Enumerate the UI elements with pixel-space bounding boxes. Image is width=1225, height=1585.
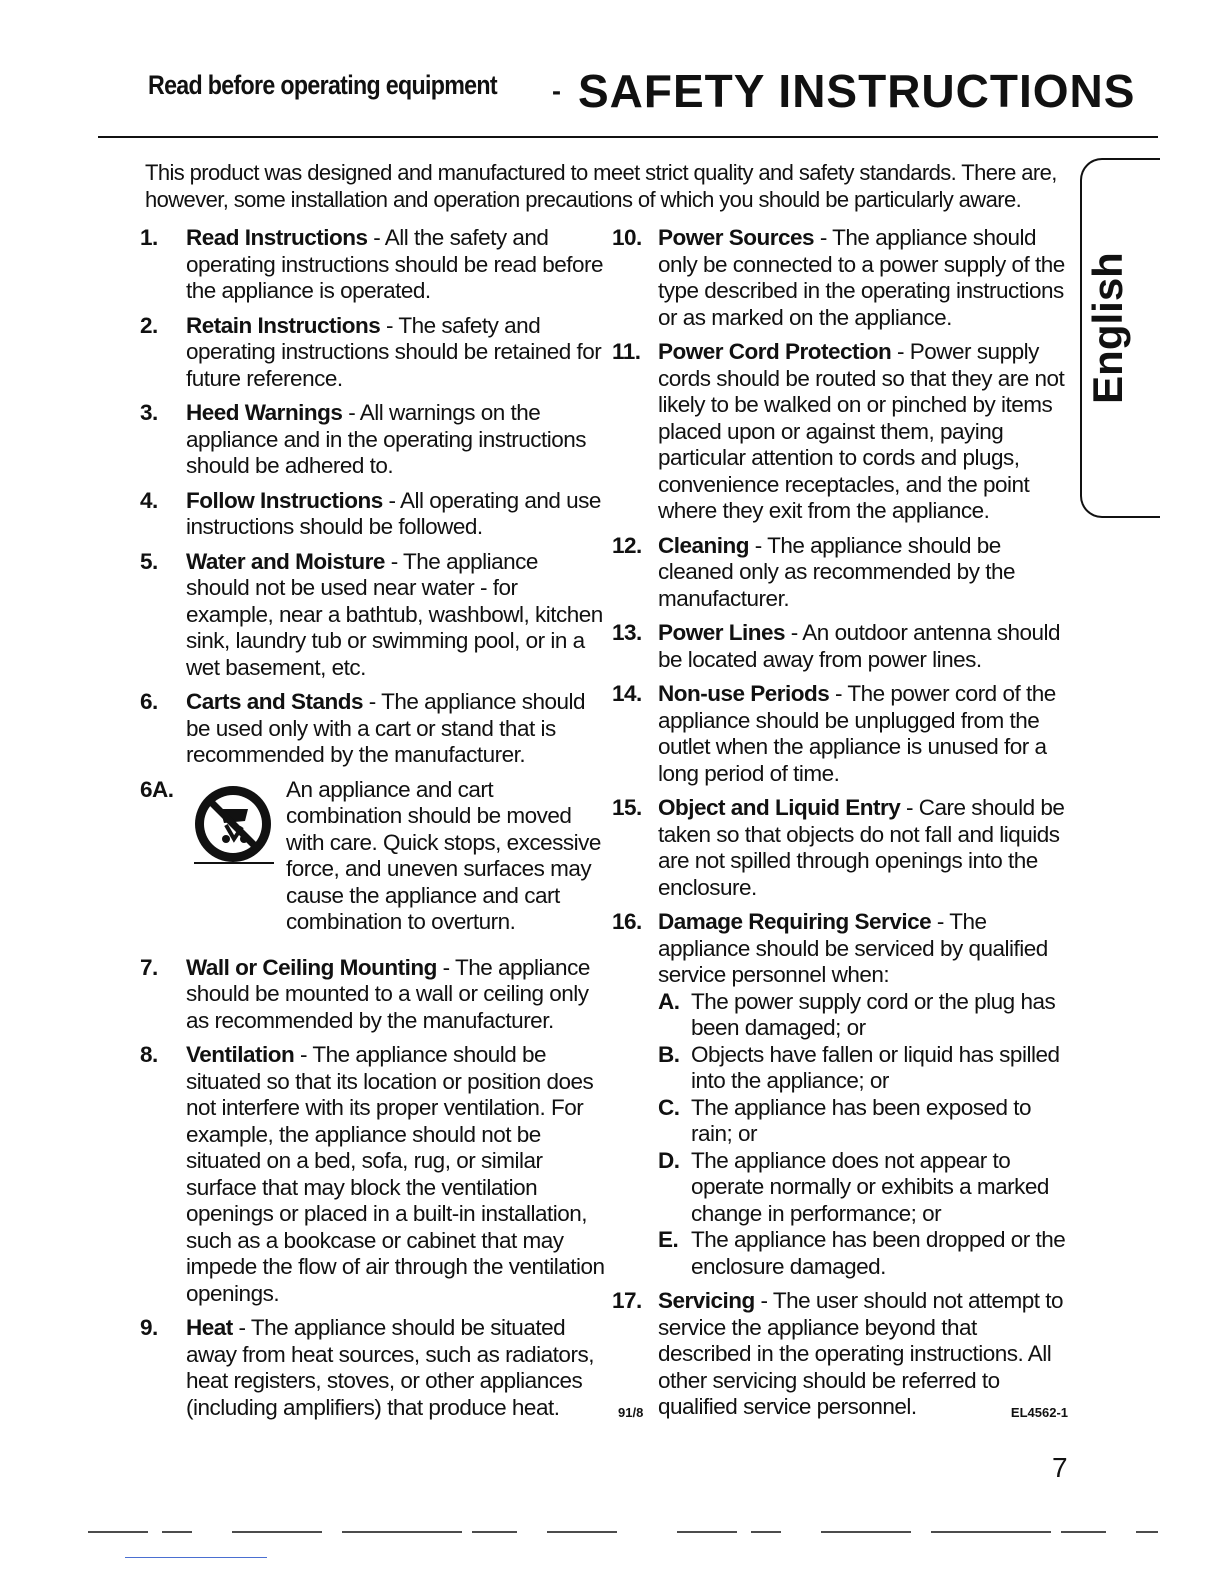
header-rule	[98, 136, 1158, 138]
instruction-item-7: 7. Wall or Ceiling Mounting - The appliance should be mounted to a wall or ceiling only as recommended by the manufacturer.	[140, 954, 590, 1033]
instruction-item-17: 17. Servicing - The user should not attempt to service the appliance beyond that described in the operating instructions. All other servicing should be referred to qualified service personnel.	[612, 1288, 1064, 1419]
service-condition-c: C. The appliance has been exposed to rain; or	[658, 1094, 1032, 1146]
service-condition-e: E. The appliance has been dropped or the enclosure damaged.	[658, 1227, 1066, 1279]
instruction-item-16: 16. Damage Requiring Service - The appliance should be serviced by qualified service personnel when: A. The power supply cord or the plug has been damaged; or B. Objects have fallen or liquid has spilled into the appliance; or C. The appliance has been exposed to rain; or D. The appliance does not appear to operate normally or exhibits a marked change in performance; or E. The appliance has been dropped or the enclosure damaged.	[612, 909, 1074, 1280]
instruction-item-13: 13. Power Lines - An outdoor antenna should be located away from power lines.	[612, 620, 1061, 672]
scan-artifact-dashes	[88, 1530, 1158, 1534]
instruction-item-2: 2. Retain Instructions - The safety and operating instructions should be retained for future reference.	[140, 312, 602, 391]
revision-code: 91/8	[618, 1405, 644, 1420]
instruction-item-9: 9. Heat - The appliance should be situated away from heat sources, such as radiators, heat registers, stoves, or other appliances (including amplifiers) that produce heat.	[140, 1315, 594, 1420]
intro-paragraph: This product was designed and manufactured to meet strict quality and safety standards. There are, however, some installation and operation precautions of which you should be particularly aware.	[145, 160, 1057, 212]
instruction-item-1: 1. Read Instructions - All the safety and operating instructions should be read before the appliance is operated.	[140, 225, 604, 303]
cart-tip-over-warning-icon	[190, 781, 276, 867]
service-condition-b: B. Objects have fallen or liquid has spilled into the appliance; or	[658, 1041, 1060, 1093]
page-title: SAFETY INSTRUCTIONS	[578, 65, 1136, 117]
service-conditions-list	[658, 989, 1074, 1281]
language-label: English	[1084, 252, 1131, 404]
instruction-item-6: 6. Carts and Stands - The appliance should be used only with a cart or stand that is recommended by the manufacturer.	[140, 689, 586, 767]
instruction-item-14: 14. Non-use Periods - The power cord of the appliance should be unplugged from the outlet when the appliance is unused for a long period of time.	[612, 681, 1056, 786]
document-code: EL4562-1	[1010, 1405, 1068, 1420]
instruction-item-10: 10. Power Sources - The appliance should only be connected to a power supply of the type described in the operating instructions or as marked on the appliance.	[612, 225, 1065, 330]
right-column	[612, 225, 1074, 1429]
service-condition-d: D. The appliance does not appear to operate normally or exhibits a marked change in performance; or	[658, 1147, 1049, 1226]
instruction-item-15: 15. Object and Liquid Entry - Care should be taken so that objects do not fall and liquids are not spilled through openings into the enclosure.	[612, 795, 1065, 900]
instruction-item-8: 8. Ventilation - The appliance should be situated so that its location or position does not interfere with its proper ventilation. For example, the appliance should not be situated on a bed, sofa, rug, or similar surface that may block the ventilation openings or placed in a built-in installation, such as a bookcase or cabinet that may impede the flow of air through the ventilation openings.	[140, 1042, 605, 1306]
instruction-item-3: 3. Heed Warnings - All warnings on the appliance and in the operating instructions should be adhered to.	[140, 400, 587, 478]
service-condition-a: A. The power supply cord or the plug has been damaged; or	[658, 988, 1056, 1040]
scan-artifact-line	[125, 1557, 267, 1558]
instruction-item-11: 11. Power Cord Protection - Power supply cords should be routed so that they are not likely to be walked on or pinched by items placed upon or against them, paying particular attention to cords and plugs, convenience receptacles, and the point where they exit from the appliance.	[612, 339, 1065, 523]
instruction-item-5: 5. Water and Moisture - The appliance should not be used near water - for example, near a bathtub, washbowl, kitchen sink, laundry tub or swimming pool, or in a wet basement, etc.	[140, 548, 603, 680]
language-tab-label	[1083, 238, 1133, 418]
left-column	[140, 225, 605, 1429]
instruction-item-4: 4. Follow Instructions - All operating and use instructions should be followed.	[140, 487, 601, 539]
header-dash: -	[552, 76, 561, 106]
page-header	[148, 65, 1136, 117]
instruction-item-12: 12. Cleaning - The appliance should be cleaned only as recommended by the manufacturer.	[612, 532, 1015, 611]
instruction-item-6a: 6A. An appliance and cart combination should be moved with care. Quick stops, excessive force, and uneven surfaces may cause the appliance and cart combination to overturn.	[140, 776, 601, 934]
header-subtitle: Read before operating equipment	[148, 70, 497, 100]
page-number: 7	[1052, 1452, 1068, 1483]
